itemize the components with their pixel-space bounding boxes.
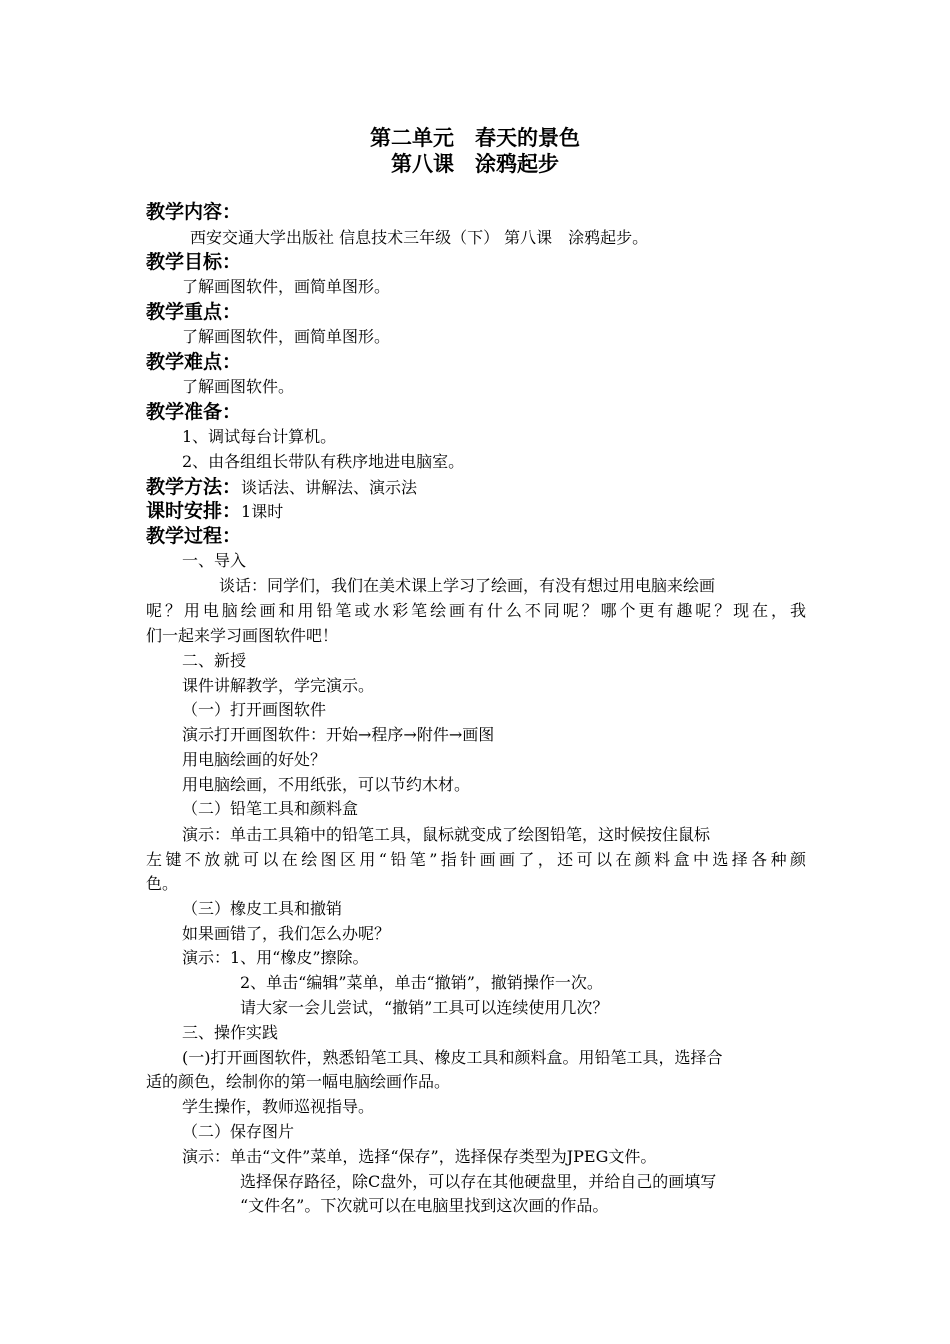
new-text: 课件讲解教学，学完演示。 xyxy=(182,676,375,695)
focus-heading: 教学重点： xyxy=(146,301,242,323)
unit-title: 第二单元 春天的景色 xyxy=(370,126,580,150)
difficulty-heading: 教学难点： xyxy=(146,351,242,373)
lesson-title: 第八课 涂鸦起步 xyxy=(391,152,559,176)
save-heading: （二）保存图片 xyxy=(182,1122,295,1141)
content-text: 西安交通大学出版社 信息技术三年级（下） 第八课 涂鸦起步。 xyxy=(190,228,649,247)
prep-item: 1、调试每台计算机。 xyxy=(182,427,337,446)
practice-heading: 三、操作实践 xyxy=(182,1023,279,1042)
sub1-line: 用电脑绘画，不用纸张，可以节约木材。 xyxy=(182,775,471,794)
save-line: 演示：单击“文件”菜单，选择“保存”，选择保存类型为JPEG文件。 xyxy=(182,1147,657,1166)
sub2-line: 色。 xyxy=(146,874,179,893)
method-text: 谈话法、讲解法、演示法 xyxy=(241,478,418,497)
sub3-line: 2、单击“编辑”菜单，单击“撤销”，撤销操作一次。 xyxy=(240,973,603,992)
intro-heading: 一、导入 xyxy=(182,551,247,570)
sub1-line: 演示打开画图软件：开始→程序→附件→画图 xyxy=(182,725,495,744)
save-line: “文件名”。下次就可以在电脑里找到这次画的作品。 xyxy=(240,1196,609,1215)
difficulty-text: 了解画图软件。 xyxy=(182,377,295,396)
method-heading: 教学方法： xyxy=(146,476,242,498)
sub2-heading: （二）铅笔工具和颜料盒 xyxy=(182,799,359,818)
sub1-heading: （一）打开画图软件 xyxy=(182,700,327,719)
intro-line: 谈话：同学们，我们在美术课上学习了绘画，有没有想过用电脑来绘画 xyxy=(219,576,716,595)
schedule-row xyxy=(146,499,283,524)
practice-line: (一)打开画图软件，熟悉铅笔工具、橡皮工具和颜料盒。用铅笔工具，选择合 xyxy=(182,1048,723,1067)
sub2-line: 左键不放就可以在绘图区用“铅笔”指针画画了，还可以在颜料盒中选择各种颜 xyxy=(146,850,806,869)
focus-text: 了解画图软件，画简单图形。 xyxy=(182,327,391,346)
schedule-heading: 课时安排： xyxy=(146,500,242,522)
practice-line: 学生操作，教师巡视指导。 xyxy=(182,1097,375,1116)
prep-item: 2、由各组组长带队有秩序地进电脑室。 xyxy=(182,452,465,471)
practice-line: 适的颜色，绘制你的第一幅电脑绘画作品。 xyxy=(146,1072,451,1091)
content-heading: 教学内容： xyxy=(146,201,242,223)
sub3-heading: （三）橡皮工具和撤销 xyxy=(182,899,343,918)
prep-heading: 教学准备： xyxy=(146,401,242,423)
new-heading: 二、新授 xyxy=(182,651,247,670)
method-row xyxy=(146,475,417,500)
sub3-line: 演示：1、用“橡皮”擦除。 xyxy=(182,948,369,967)
schedule-text: 1课时 xyxy=(241,502,284,521)
process-heading: 教学过程： xyxy=(146,525,242,547)
sub1-line: 用电脑绘画的好处？ xyxy=(182,750,327,769)
save-line: 选择保存路径，除C盘外，可以存在其他硬盘里，并给自己的画填写 xyxy=(240,1172,717,1191)
goal-heading: 教学目标： xyxy=(146,251,242,273)
sub3-line: 请大家一会儿尝试，“撤销”工具可以连续使用几次？ xyxy=(240,998,609,1017)
sub2-line: 演示：单击工具箱中的铅笔工具，鼠标就变成了绘图铅笔，这时候按住鼠标 xyxy=(182,825,711,844)
intro-line: 们一起来学习画图软件吧！ xyxy=(146,626,339,645)
goal-text: 了解画图软件，画简单图形。 xyxy=(182,277,391,296)
intro-line: 呢？用电脑绘画和用铅笔或水彩笔绘画有什么不同呢？哪个更有趣呢？现在，我 xyxy=(146,601,806,620)
sub3-line: 如果画错了，我们怎么办呢？ xyxy=(182,924,391,943)
